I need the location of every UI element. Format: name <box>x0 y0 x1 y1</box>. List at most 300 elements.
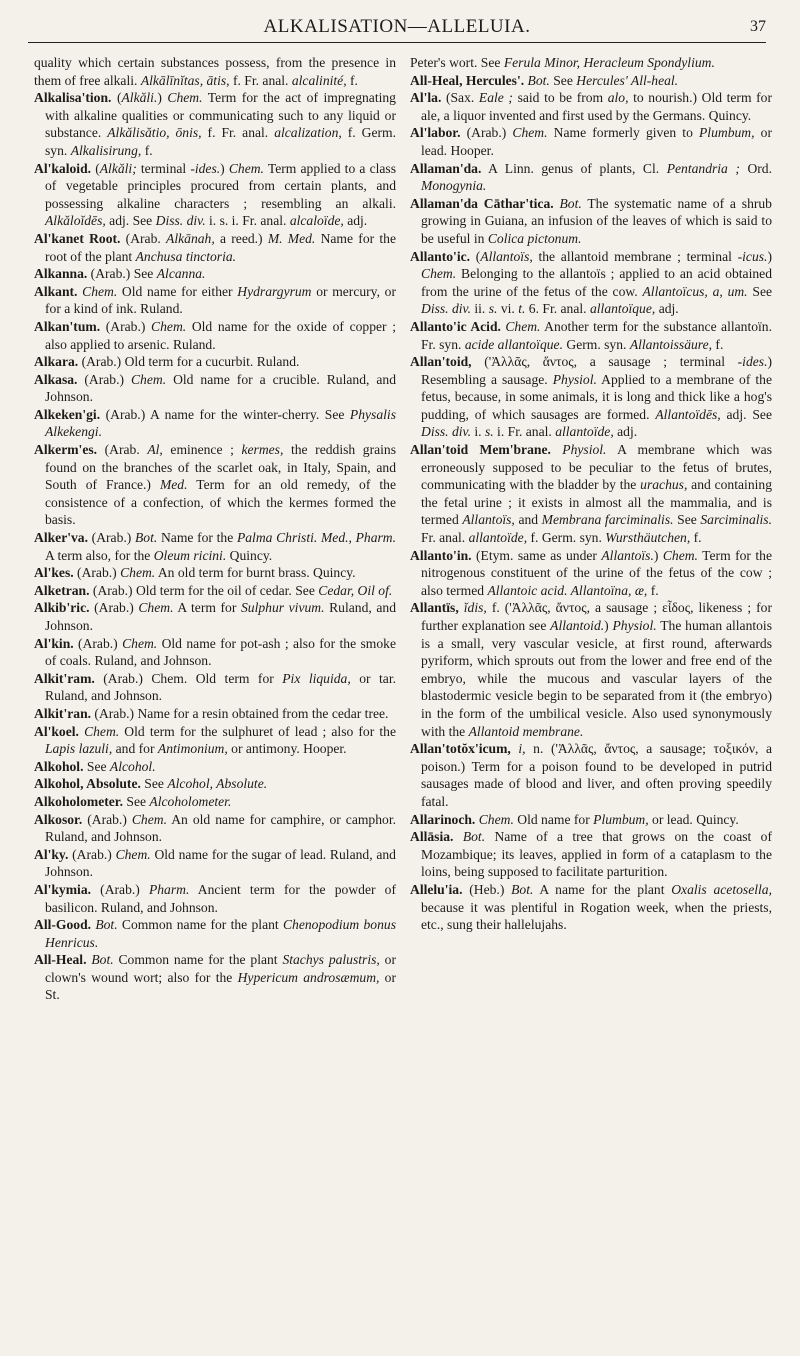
entry-italic-text: Chem. <box>167 90 203 106</box>
entry-italic-text: Ferula Minor, Heracleum Spondylium. <box>503 55 715 70</box>
entry-text: See <box>673 512 701 528</box>
dictionary-entry <box>34 758 396 776</box>
running-head <box>28 12 766 43</box>
dictionary-entry <box>34 670 396 705</box>
entry-italic-text: Chem. <box>84 723 120 739</box>
entry-text: Belonging to the allantoïs ; applied to an acid obtained from the urine of the fetus of the cow. <box>421 266 772 299</box>
entry-italic-text: alcaloïde, <box>289 213 344 229</box>
entry-headword: Allarinoch. <box>410 811 476 827</box>
entry-text: f. <box>141 142 153 158</box>
entry-text: (Arab.) Chem. Old term for <box>94 670 283 686</box>
entry-text: Common name for the plant <box>117 917 283 933</box>
entry-text: f. <box>712 336 724 352</box>
entry-italic-text: Bot. <box>559 195 582 211</box>
entry-text: See <box>83 758 110 774</box>
dictionary-entry <box>410 811 772 829</box>
entry-headword: Alkit'ran. <box>34 705 92 721</box>
entry-italic-text: Chem. <box>228 160 264 176</box>
entry-text: the allantoid membrane ; terminal <box>532 248 738 264</box>
entry-italic-text: Stachys palustris, <box>282 952 380 968</box>
entry-text: Old name for the sugar of lead. Ruland, and Johnson. <box>45 846 396 880</box>
dictionary-entry <box>34 775 396 793</box>
entry-text: ( <box>111 90 122 106</box>
entry-italic-text: Bot. <box>462 829 486 845</box>
entry-italic-text: s. <box>488 301 498 317</box>
dictionary-entry <box>34 723 396 758</box>
entry-italic-text: Hydrargyrum <box>237 283 312 299</box>
entry-headword: Allanto'ic. <box>410 248 471 264</box>
entry-text: f. Germ. syn. <box>527 530 606 546</box>
entry-text: 6. Fr. anal. <box>525 301 590 317</box>
entry-italic-text: Alcohol. <box>109 758 156 774</box>
dictionary-entry <box>34 705 396 723</box>
entry-text: Ord. <box>739 160 772 176</box>
entry-text: a reed.) <box>214 230 268 246</box>
entry-italic-text: Bot. <box>527 72 550 88</box>
entry-text: adj. <box>343 213 368 229</box>
entry-italic-text: Bot. <box>95 917 118 933</box>
entry-text: Old name for the oxide of copper ; also applied to arsenic. Ruland. <box>45 318 396 352</box>
entry-italic-text: Pix liquida, <box>282 670 351 686</box>
entry-text: ) <box>157 90 168 106</box>
entry-italic-text: Chem. <box>421 266 457 282</box>
entry-text: See <box>140 776 168 792</box>
entry-headword: Alkan'tum. <box>34 318 101 334</box>
entry-italic-text: Chem. <box>131 811 167 827</box>
entry-headword: Alkit'ram. <box>34 670 95 686</box>
entry-headword: Alkeken'gi. <box>34 406 101 422</box>
entry-italic-text: Chem. <box>151 318 187 334</box>
right-column <box>410 54 772 934</box>
entry-italic-text: Diss. div. <box>155 213 206 229</box>
entry-headword: Al'ky. <box>34 846 69 862</box>
dictionary-entry <box>34 265 396 283</box>
entry-text: The human allantois is a small, very vascular vesicle, at first round, afterwards pyriform, which sprouts out from the lower and free end of the embryo, while the mucous and vascular layers of the blastodermic vesicle begin to be separated from it (the embryo) in the form of the umbilical vesicle. Also used synonymously with the <box>421 618 773 739</box>
entry-text: (Arab.) Old term for the oil of cedar. See <box>89 582 319 598</box>
entry-italic-text: Alkălisătio, ōnis, <box>107 125 202 141</box>
entry-italic-text: kermes, <box>241 442 284 458</box>
entry-text: Old name for a crucible. Ruland, and Johnson. <box>45 371 396 405</box>
entry-text <box>453 829 462 844</box>
entry-text: Term for an old remedy, of the consistence of a confection, of which the kermes formed the basis. <box>45 477 396 528</box>
entry-headword: Allan'toid Mem'brane. <box>410 442 551 458</box>
dictionary-entry <box>34 635 396 670</box>
dictionary-entry <box>34 881 396 916</box>
entry-headword: Allantïs, <box>410 600 459 616</box>
entry-text: ( <box>91 160 100 176</box>
entry-text: (Heb.) <box>462 881 512 897</box>
dictionary-entry <box>410 547 772 600</box>
entry-text: (Arab.) Name for a resin obtained from the cedar tree. <box>91 705 389 721</box>
entry-italic-text: Bot. <box>91 952 114 968</box>
entry-italic-text: -ides. <box>737 354 768 370</box>
entry-headword: Allan'toid, <box>410 354 472 370</box>
entry-text: or mercury, or for a kind of ink. Ruland. <box>45 283 396 317</box>
entry-text: Fr. anal. <box>421 530 469 546</box>
entry-headword: Alkerm'es. <box>34 442 98 458</box>
entry-text: or St. <box>45 969 397 1003</box>
entry-italic-text: Physalis Alkekengi. <box>45 406 396 440</box>
entry-text: (Etym. same as under <box>471 547 602 563</box>
entry-text: A Linn. genus of plants, Cl. <box>481 160 667 176</box>
dictionary-entry <box>34 160 396 230</box>
dictionary-entry <box>410 828 772 881</box>
entry-text: See <box>549 72 577 88</box>
entry-headword: Alkasa. <box>34 371 78 387</box>
entry-italic-text: Alkăli. <box>121 90 158 106</box>
entry-text: (Arab.) <box>460 125 513 141</box>
entry-text: eminence ; <box>162 442 242 458</box>
entry-italic-text: Chenopodium bonus Henricus. <box>45 917 396 950</box>
entry-headword: Alkalisa'tion. <box>34 90 112 106</box>
entry-text: (Arab.) <box>100 318 152 334</box>
entry-text: Applied to a membrane of the fetus, because, in some animals, it is long and thick like a hog's pudding, of which sausages are formed. <box>421 371 772 422</box>
entry-italic-text: Chem. <box>512 125 548 141</box>
entry-italic-text: Oxalis acetosella, <box>671 881 772 897</box>
entry-text: Old name for either <box>117 283 238 299</box>
entry-text: (Arab.) A name for the winter-cherry. See <box>100 406 350 422</box>
dictionary-entry <box>34 599 396 634</box>
dictionary-entry <box>410 195 772 248</box>
entry-text: said to be from <box>512 90 608 106</box>
entry-italic-text: Bot. <box>135 530 158 546</box>
entry-text: i. <box>470 424 485 440</box>
dictionary-entry <box>410 72 772 90</box>
entry-text: i. Fr. anal. <box>493 424 556 440</box>
entry-italic-text: Allantoïdēs, <box>655 406 721 422</box>
entry-italic-text: ĭdis, <box>463 600 487 616</box>
entry-italic-text: Chem. <box>662 547 698 563</box>
entry-italic-text: Allantoïcus, a, um. <box>642 283 748 299</box>
entry-headword: Allaman'da Cāthar'tica. <box>410 195 554 211</box>
entry-text: A name for the plant <box>533 881 672 897</box>
entry-text: See <box>747 283 773 299</box>
entry-text: f. <box>346 72 358 88</box>
entry-italic-text: Plumbum, <box>593 811 649 827</box>
page-title: ALKALISATION—ALLELUIA. <box>263 16 531 37</box>
entry-text: A term for <box>173 600 241 616</box>
entry-italic-text: Alkālīnĭtas, ātis, <box>140 72 230 88</box>
entry-italic-text: allantoïque, <box>589 301 656 317</box>
dictionary-entry <box>34 793 396 811</box>
entry-text: and for <box>112 741 158 757</box>
entry-headword: Al'labor. <box>410 125 461 141</box>
entry-text: ii. <box>470 301 489 317</box>
entry-italic-text: Cedar, Oil of. <box>318 582 393 598</box>
entry-text: i. s. i. Fr. anal. <box>205 213 290 229</box>
entry-text: (Arab.) Old term for a cucurbit. Ruland. <box>78 354 300 370</box>
entry-italic-text: allantoïde, <box>555 424 614 440</box>
entry-text: The systematic name of a shrub growing in Guiana, an infusion of the leaves of which is said to be useful in <box>421 195 772 246</box>
entry-italic-text: Alcanna. <box>156 266 206 282</box>
entry-text: adj. <box>655 301 679 317</box>
entry-text: (Arab.) <box>77 371 131 387</box>
entry-headword: Allanto'in. <box>410 547 472 563</box>
entry-italic-text: Diss. div. <box>421 301 471 317</box>
entry-italic-text: Chem. <box>82 283 118 299</box>
dictionary-entry <box>34 564 396 582</box>
entry-italic-text: Physiol. <box>612 618 657 633</box>
entry-italic-text: Chem. <box>478 811 514 827</box>
dictionary-entry <box>34 846 396 881</box>
entry-headword: All-Good. <box>34 917 92 933</box>
entry-headword: Alkanna. <box>34 266 88 282</box>
entry-italic-text: Alkānah, <box>166 230 215 246</box>
entry-headword: Allaman'da. <box>410 160 482 176</box>
entry-italic-text: Bot. <box>511 881 534 897</box>
entry-italic-text: Al, <box>147 442 163 458</box>
entry-headword: Alketran. <box>34 582 90 598</box>
entry-text: (Arab.) <box>91 881 149 897</box>
entry-italic-text: Allantoid. <box>550 618 605 633</box>
entry-text: Peter's wort. See <box>410 55 504 70</box>
entry-italic-text: alo, <box>607 90 629 106</box>
entry-headword: Alkoholometer. <box>34 793 123 809</box>
entry-text: ) <box>220 160 229 176</box>
entry-text: Ancient term for the powder of basilicon. Ruland, and Johnson. <box>45 881 396 915</box>
dictionary-entry <box>34 529 396 564</box>
entry-text: Term applied to a class of vegetable principles procured from certain plants, and possessing alkaline characters ; resembling an alkali. <box>45 160 396 211</box>
entry-text: (Sax. <box>441 90 479 106</box>
entry-headword: Alkohol, Absolute. <box>34 776 141 792</box>
entry-headword: Al'koel. <box>34 723 79 739</box>
entry-headword: Allanto'ic Acid. <box>410 318 501 334</box>
entry-italic-text: Allantoid membrane. <box>468 723 584 739</box>
dictionary-entry <box>410 89 772 124</box>
entry-headword: Al'kes. <box>34 565 74 581</box>
entry-text: Old name for <box>513 811 594 827</box>
entry-text: ('Ἀλλᾶς, ἄντος, a sausage ; terminal <box>471 354 738 370</box>
entry-italic-text: Pharm. <box>148 881 190 897</box>
dictionary-entry <box>410 353 772 441</box>
entry-text: n. ('Ἀλλᾶς, ἄντος, a sausage; τοξικόν, a poison.) Term for a poison found to be developed in putrid sausages made of blood and liver, and often proving speedily fatal. <box>421 741 772 809</box>
entry-headword: Alkohol. <box>34 758 84 774</box>
entry-text: Term for the nitrogenous constituent of the urine of the fetus of the cow ; also termed <box>421 547 772 598</box>
entry-italic-text: Allantoïs. <box>601 547 654 563</box>
entry-headword: Alkib'ric. <box>34 600 90 616</box>
entry-text: Common name for the plant <box>113 952 283 968</box>
entry-italic-text: urachus, <box>640 477 688 493</box>
dictionary-entry <box>34 89 396 159</box>
dictionary-entry <box>410 124 772 159</box>
entry-italic-text: Pentandria ; <box>666 160 740 176</box>
entry-text: (Arab.) See <box>87 266 157 282</box>
entry-italic-text: Alkalisirung, <box>70 142 142 158</box>
entry-italic-text: Wursthäutchen, <box>605 530 691 546</box>
entry-italic-text: Chem. <box>505 318 541 334</box>
entry-text: ) <box>604 618 613 633</box>
entry-text: A term also, for the <box>45 547 154 563</box>
dictionary-entry <box>34 811 396 846</box>
entry-text: Ruland, and Johnson. <box>45 600 397 633</box>
entry-italic-text: Hypericum androsæmum, <box>237 969 380 985</box>
entry-italic-text: Chem. <box>120 565 156 581</box>
entry-headword: Alkosor. <box>34 811 83 827</box>
entry-italic-text: alcalization, <box>274 125 342 141</box>
entry-text: or clown's wound wort; also for the <box>45 952 396 985</box>
entry-continuation <box>410 54 772 72</box>
entry-italic-text: Allantoïs, <box>462 512 515 528</box>
entry-italic-text: Chem. <box>115 846 151 862</box>
entry-text: f. <box>647 582 659 598</box>
entry-text: Old term for the sulphuret of lead ; also for the <box>119 723 396 739</box>
entry-italic-text: Alkăloĭdēs, <box>45 213 106 229</box>
entry-text: (Arab.) <box>89 600 139 616</box>
entry-italic-text: allantoïde, <box>468 530 528 546</box>
entry-italic-text: Plumbum, <box>699 125 755 141</box>
entry-italic-text: Diss. div. <box>421 424 471 440</box>
entry-text: quality which certain substances possess, from the presence in them of free alkali. <box>34 55 396 88</box>
entry-italic-text: s. <box>484 424 494 440</box>
entry-text: Name for the root of the plant <box>45 230 396 264</box>
entry-italic-text: Chem. <box>138 600 174 616</box>
dictionary-entry <box>34 353 396 371</box>
entry-italic-text: Colica pictonum. <box>487 230 582 246</box>
entry-italic-text: Physiol. <box>552 371 597 387</box>
entry-italic-text: Oleum ricini. <box>153 547 227 563</box>
dictionary-entry <box>34 406 396 441</box>
entry-text: and <box>514 512 542 528</box>
entry-italic-text: -ides. <box>190 160 221 176</box>
entry-text: and containing the fetal urine ; it exists in almost all the mammalia, and is termed <box>421 477 772 528</box>
entry-text: because it was plentiful in Rogation week, when the priests, etc., sung their hallelujahs. <box>421 899 772 933</box>
entry-headword: Alker'va. <box>34 530 88 546</box>
entry-text: terminal <box>136 160 191 176</box>
entry-text: Quincy. <box>226 547 273 563</box>
dictionary-entry <box>410 318 772 353</box>
entry-text: An old term for burnt brass. Quincy. <box>155 565 356 581</box>
entry-text: See <box>122 793 150 809</box>
entry-text: the reddish grains found on the branches of the scarlet oak, in Italy, Spain, and South of France.) <box>45 442 396 493</box>
left-column <box>34 54 396 1004</box>
entry-text: ) <box>653 547 663 563</box>
entry-text: adj. See <box>105 213 156 229</box>
entry-italic-text: Eale ; <box>478 90 513 106</box>
entry-headword: Alkara. <box>34 354 79 370</box>
entry-text: Term for the act of impregnating with alkaline qualities or communicating such to any liquid or substance. <box>45 90 396 141</box>
entry-text: vi. <box>497 301 519 317</box>
entry-text: f. ('Ἀλλᾶς, ἄντος, a sausage ; εἶδος, likeness ; for further explanation see <box>421 600 772 633</box>
dictionary-entry <box>410 441 772 547</box>
entry-italic-text: alcalinité, <box>291 72 347 88</box>
entry-italic-text: Chem. <box>130 371 167 387</box>
entry-text: adj. <box>613 424 638 440</box>
entry-text: f. Germ. syn. <box>45 125 397 158</box>
entry-italic-text: Antimonium, <box>157 741 228 757</box>
entry-headword: Alkant. <box>34 283 78 299</box>
entry-text: (Arab. <box>97 442 148 458</box>
entry-italic-text: Physiol. <box>562 442 607 458</box>
entry-text: or antimony. Hooper. <box>227 741 347 757</box>
entry-italic-text: Med. <box>159 477 188 493</box>
entry-text: or lead. Quincy. <box>648 811 739 827</box>
entry-headword: Al'kaloid. <box>34 160 92 176</box>
entry-headword: Allan'totŏx'icum, <box>410 741 511 757</box>
entry-headword: Al'kin. <box>34 635 74 651</box>
entry-italic-text: Chem. <box>122 635 158 651</box>
dictionary-entry <box>410 599 772 740</box>
entry-italic-text: Lapis lazuli, <box>45 741 113 757</box>
entry-italic-text: Sarciminalis. <box>700 512 772 528</box>
dictionary-entry <box>34 582 396 600</box>
entry-headword: All-Heal, Hercules'. <box>410 72 525 88</box>
entry-italic-text: Allantoic acid. Allantoïna, æ, <box>487 582 648 598</box>
entry-continuation <box>34 54 396 89</box>
entry-text: Name formerly given to <box>547 125 699 141</box>
dictionary-entry <box>34 951 396 1004</box>
entry-text: Germ. syn. <box>563 336 630 352</box>
entry-italic-text: Membrana farciminalis. <box>541 512 674 528</box>
dictionary-entry <box>410 881 772 934</box>
entry-text: to nourish.) Old term for ale, a liquor invented and first used by the Germans. Quincy. <box>421 90 772 123</box>
entry-headword: Al'kymia. <box>34 881 92 897</box>
entry-text: Another term for the substance allantoïn. Fr. syn. <box>421 318 772 352</box>
dictionary-entry <box>410 248 772 318</box>
entry-text: f. Fr. anal. <box>229 72 292 88</box>
entry-text: Old name for pot-ash ; also for the smoke of coals. Ruland, and Johnson. <box>45 635 396 669</box>
entry-text: ) <box>767 248 772 264</box>
entry-text: A membrane which was erroneously supposed to be peculiar to the fetus of brutes, communicating with the bladder by the <box>421 442 772 493</box>
entry-text: (Arab.) <box>73 565 121 581</box>
entry-italic-text: Sulphur vivum. <box>240 600 325 616</box>
entry-text: (Arab.) <box>73 635 123 651</box>
entry-text: f. Fr. anal. <box>201 125 275 141</box>
dictionary-entry <box>34 371 396 406</box>
entry-italic-text: i, <box>518 741 526 757</box>
dictionary-entry <box>34 230 396 265</box>
entry-headword: Al'kanet Root. <box>34 230 121 246</box>
entry-text: (Arab. <box>120 230 167 246</box>
entry-headword: All-Heal. <box>34 952 87 968</box>
entry-italic-text: Monogynia. <box>421 178 487 194</box>
entry-italic-text: t. <box>518 301 526 317</box>
entry-text: adj. See <box>720 406 772 422</box>
entry-text: or lead. Hooper. <box>421 125 772 158</box>
entry-italic-text: Alcohol, Absolute. <box>167 776 268 792</box>
entry-text: f. <box>690 530 702 546</box>
entry-text: ) Resembling a sausage. <box>421 354 772 387</box>
entry-italic-text: Hercules' All-heal. <box>576 72 679 88</box>
entry-headword: Al'la. <box>410 90 442 106</box>
entry-italic-text: Alcoholometer. <box>149 793 232 809</box>
entry-text <box>551 442 562 457</box>
entry-text: (Arab.) <box>88 530 135 546</box>
entry-italic-text: acide allantoïque. <box>464 336 563 352</box>
entry-italic-text: Palma Christi. Med., Pharm. <box>236 530 396 546</box>
entry-headword: Allāsia. <box>410 829 454 845</box>
entry-text: (Arab.) <box>68 846 116 862</box>
entry-italic-text: Allantoissäure, <box>629 336 713 352</box>
dictionary-entry <box>34 916 396 951</box>
entry-text: (Arab.) <box>82 811 132 827</box>
entry-headword: Allelu'ia. <box>410 881 463 897</box>
dictionary-entry <box>410 160 772 195</box>
entry-italic-text: Anchusa tinctoria. <box>135 248 237 264</box>
entry-italic-text: Alkăli; <box>99 160 137 176</box>
dictionary-entry <box>410 740 772 810</box>
entry-text: Name of a tree that grows on the coast of Mozambique; its leaves, applied in form of a cataplasm to the loins, being supposed to facilitate parturition. <box>421 829 772 880</box>
entry-text: An old name for camphire, or camphor. Ruland, and Johnson. <box>45 811 396 845</box>
entry-text: Name for the <box>157 530 237 546</box>
entry-italic-text: M. Med. <box>267 230 316 246</box>
entry-text: ( <box>470 248 481 264</box>
entry-italic-text: Allantoïs, <box>480 248 533 264</box>
entry-text: or tar. Ruland, and Johnson. <box>45 670 396 704</box>
dictionary-entry <box>34 283 396 318</box>
dictionary-entry <box>34 441 396 529</box>
dictionary-entry <box>34 318 396 353</box>
page-number: 37 <box>750 18 766 35</box>
